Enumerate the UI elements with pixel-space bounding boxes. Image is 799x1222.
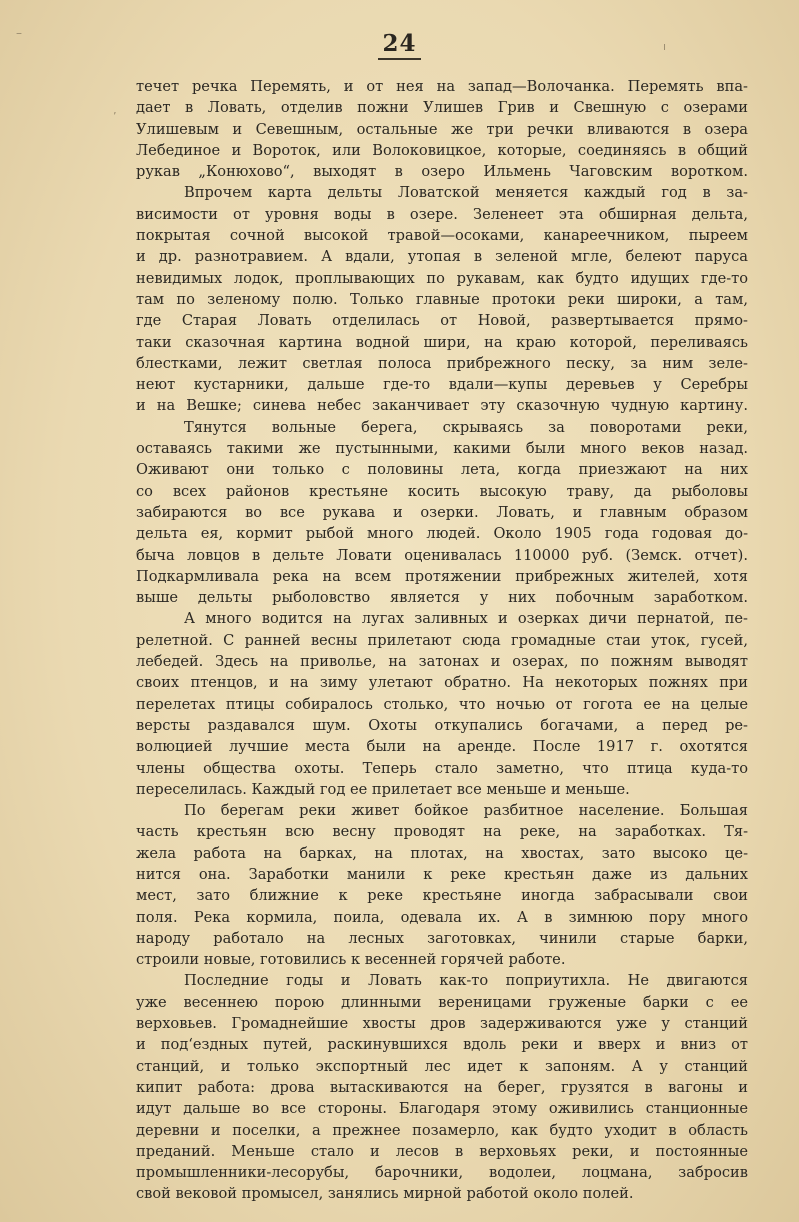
text-line: и др. разнотравием. А вдали, утопая в зеленой мгле, белеют паруса	[136, 248, 748, 266]
text-line: Последние годы и Ловать как-то поприутихла. Не двигаются	[184, 972, 748, 990]
text-line: Оживают они только с половины лета, когда приезжают на них	[136, 461, 748, 479]
text-line: лебедей. Здесь на приволье, на затонах и озерах, по пожням выводят	[136, 653, 748, 671]
text-line: Подкармливала река на всем протяжении прибрежных жителей, хотя	[136, 567, 748, 585]
text-line: быча ловцов в дельте Ловати оценивалась 110000 руб. (Земск. отчет).	[136, 546, 748, 564]
text-line: таки сказочная картина водной шири, на краю которой, переливаясь	[136, 333, 748, 351]
text-line: Тянутся вольные берега, скрываясь за поворотами реки,	[184, 418, 748, 436]
text-line: преданий. Меньше стало и лесов в верховьях реки, и постоянные	[136, 1142, 748, 1160]
text-line: уже весеннею порою длинными вереницами груженые барки с ее	[136, 993, 748, 1011]
text-line: забираются во все рукава и озерки. Ловать, и главным образом	[136, 503, 748, 521]
text-line: релетной. С ранней весны прилетают сюда громадные стаи уток, гусей,	[136, 631, 748, 649]
text-line: своих птенцов, и на зиму улетают обратно. На некоторых пожнях при	[136, 674, 748, 692]
text-line: версты раздавался шум. Охоты откупались богачами, а перед ре-	[136, 716, 748, 734]
text-line: дельта ея, кормит рыбой много людей. Около 1905 года годовая до-	[136, 525, 748, 543]
text-line: нится она. Заработки манили к реке крестьян даже из дальних	[136, 865, 748, 883]
text-line: Улишевым и Севешным, остальные же три речки вливаются в озера	[136, 120, 748, 138]
text-line: переселилась. Каждый год ее прилетает все меньше и меньше.	[136, 780, 630, 798]
text-line: течет речка Перемять, и от нея на запад—Волочанка. Перемять впа-	[136, 78, 748, 95]
text-line: строили новые, готовились к весенней горячей работе.	[136, 951, 566, 969]
margin-mark: ı	[663, 40, 667, 53]
text-line: перелетах птицы собиралось столько, что ночью от гогота ее на целые	[136, 695, 748, 713]
text-line: волюцией лучшие места были на аренде. После 1917 г. охотятся	[136, 738, 748, 756]
text-line: дает в Ловать, отделив пожни Улишев Грив и Свешную с озерами	[136, 99, 748, 117]
page-number	[0, 30, 799, 60]
text-line: блестками, лежит светлая полоса прибрежного песку, за ним зеле-	[136, 354, 748, 372]
page-number-text: 24	[378, 30, 420, 60]
text-line: По берегам реки живет бойкое разбитное население. Большая	[184, 802, 748, 820]
text-line: неют кустарники, дальше где-то вдали—купы деревьев у Серебры	[136, 376, 748, 394]
text-line: Впрочем карта дельты Ловатской меняется каждый год в за-	[184, 184, 748, 202]
margin-mark: ʼ	[113, 110, 117, 123]
text-line: висимости от уровня воды в озере. Зеленеет эта обширная дельта,	[136, 205, 748, 223]
text-line: выше дельты рыболовство является у них побочным заработком.	[136, 589, 748, 607]
text-line: жела работа на барках, на плотах, на хвостах, зато высоко це-	[136, 844, 748, 862]
text-line: где Старая Ловать отделилась от Новой, развертывается прямо-	[136, 312, 748, 330]
text-line: народу работало на лесных заготовках, чинили старые барки,	[136, 929, 748, 947]
text-line: там по зеленому полю. Только главные протоки реки широки, а там,	[136, 290, 748, 308]
text-line: часть крестьян всю весну проводят на реке, на заработках. Тя-	[136, 823, 748, 841]
text-line: члены общества охоты. Теперь стало заметно, что птица куда-то	[136, 759, 748, 777]
text-line: покрытая сочной высокой травой—осоками, канареечником, пыреем	[136, 227, 748, 245]
text-line: рукав „Конюхово“, выходят в озеро Ильмень Чаговским воротком.	[136, 163, 748, 181]
text-line: мест, зато ближние к реке крестьяне иногда забрасывали свои	[136, 887, 748, 905]
margin-mark: –	[16, 26, 22, 40]
text-line: и под‘ездных путей, раскинувшихся вдоль реки и вверх и вниз от	[136, 1036, 748, 1054]
text-line: свой вековой промысел, занялись мирной работой около полей.	[136, 1185, 634, 1203]
text-line: Лебединое и Вороток, или Волоковицкое, которые, соединяясь в общий	[136, 141, 748, 159]
body-text	[136, 76, 748, 1205]
text-line: со всех районов крестьяне косить высокую траву, да рыболовы	[136, 482, 748, 500]
text-line: и на Вешке; синева небес заканчивает эту сказочную чудную картину.	[136, 397, 748, 415]
text-line: поля. Река кормила, поила, одевала их. А в зимнюю пору много	[136, 908, 748, 926]
text-line: кипит работа: дрова вытаскиваются на берег, грузятся в вагоны и	[136, 1078, 748, 1096]
text-line: верховьев. Громаднейшие хвосты дров задерживаются уже у станций	[136, 1015, 748, 1033]
text-line: промышленники-лесорубы, барочники, водолеи, лоцмана, забросив	[136, 1164, 748, 1182]
text-line: идут дальше во все стороны. Благодаря этому оживились станционные	[136, 1100, 748, 1118]
text-line: оставаясь такими же пустынными, какими были много веков назад.	[136, 440, 748, 458]
text-line: станций, и только экспортный лес идет к запоням. А у станций	[136, 1057, 748, 1075]
text-line: невидимых лодок, проплывающих по рукавам, как будто идущих где-то	[136, 269, 748, 287]
text-line: деревни и поселки, а прежнее позамерло, как будто уходит в область	[136, 1121, 748, 1139]
text-line: А много водится на лугах заливных и озерках дичи пернатой, пе-	[184, 610, 748, 628]
